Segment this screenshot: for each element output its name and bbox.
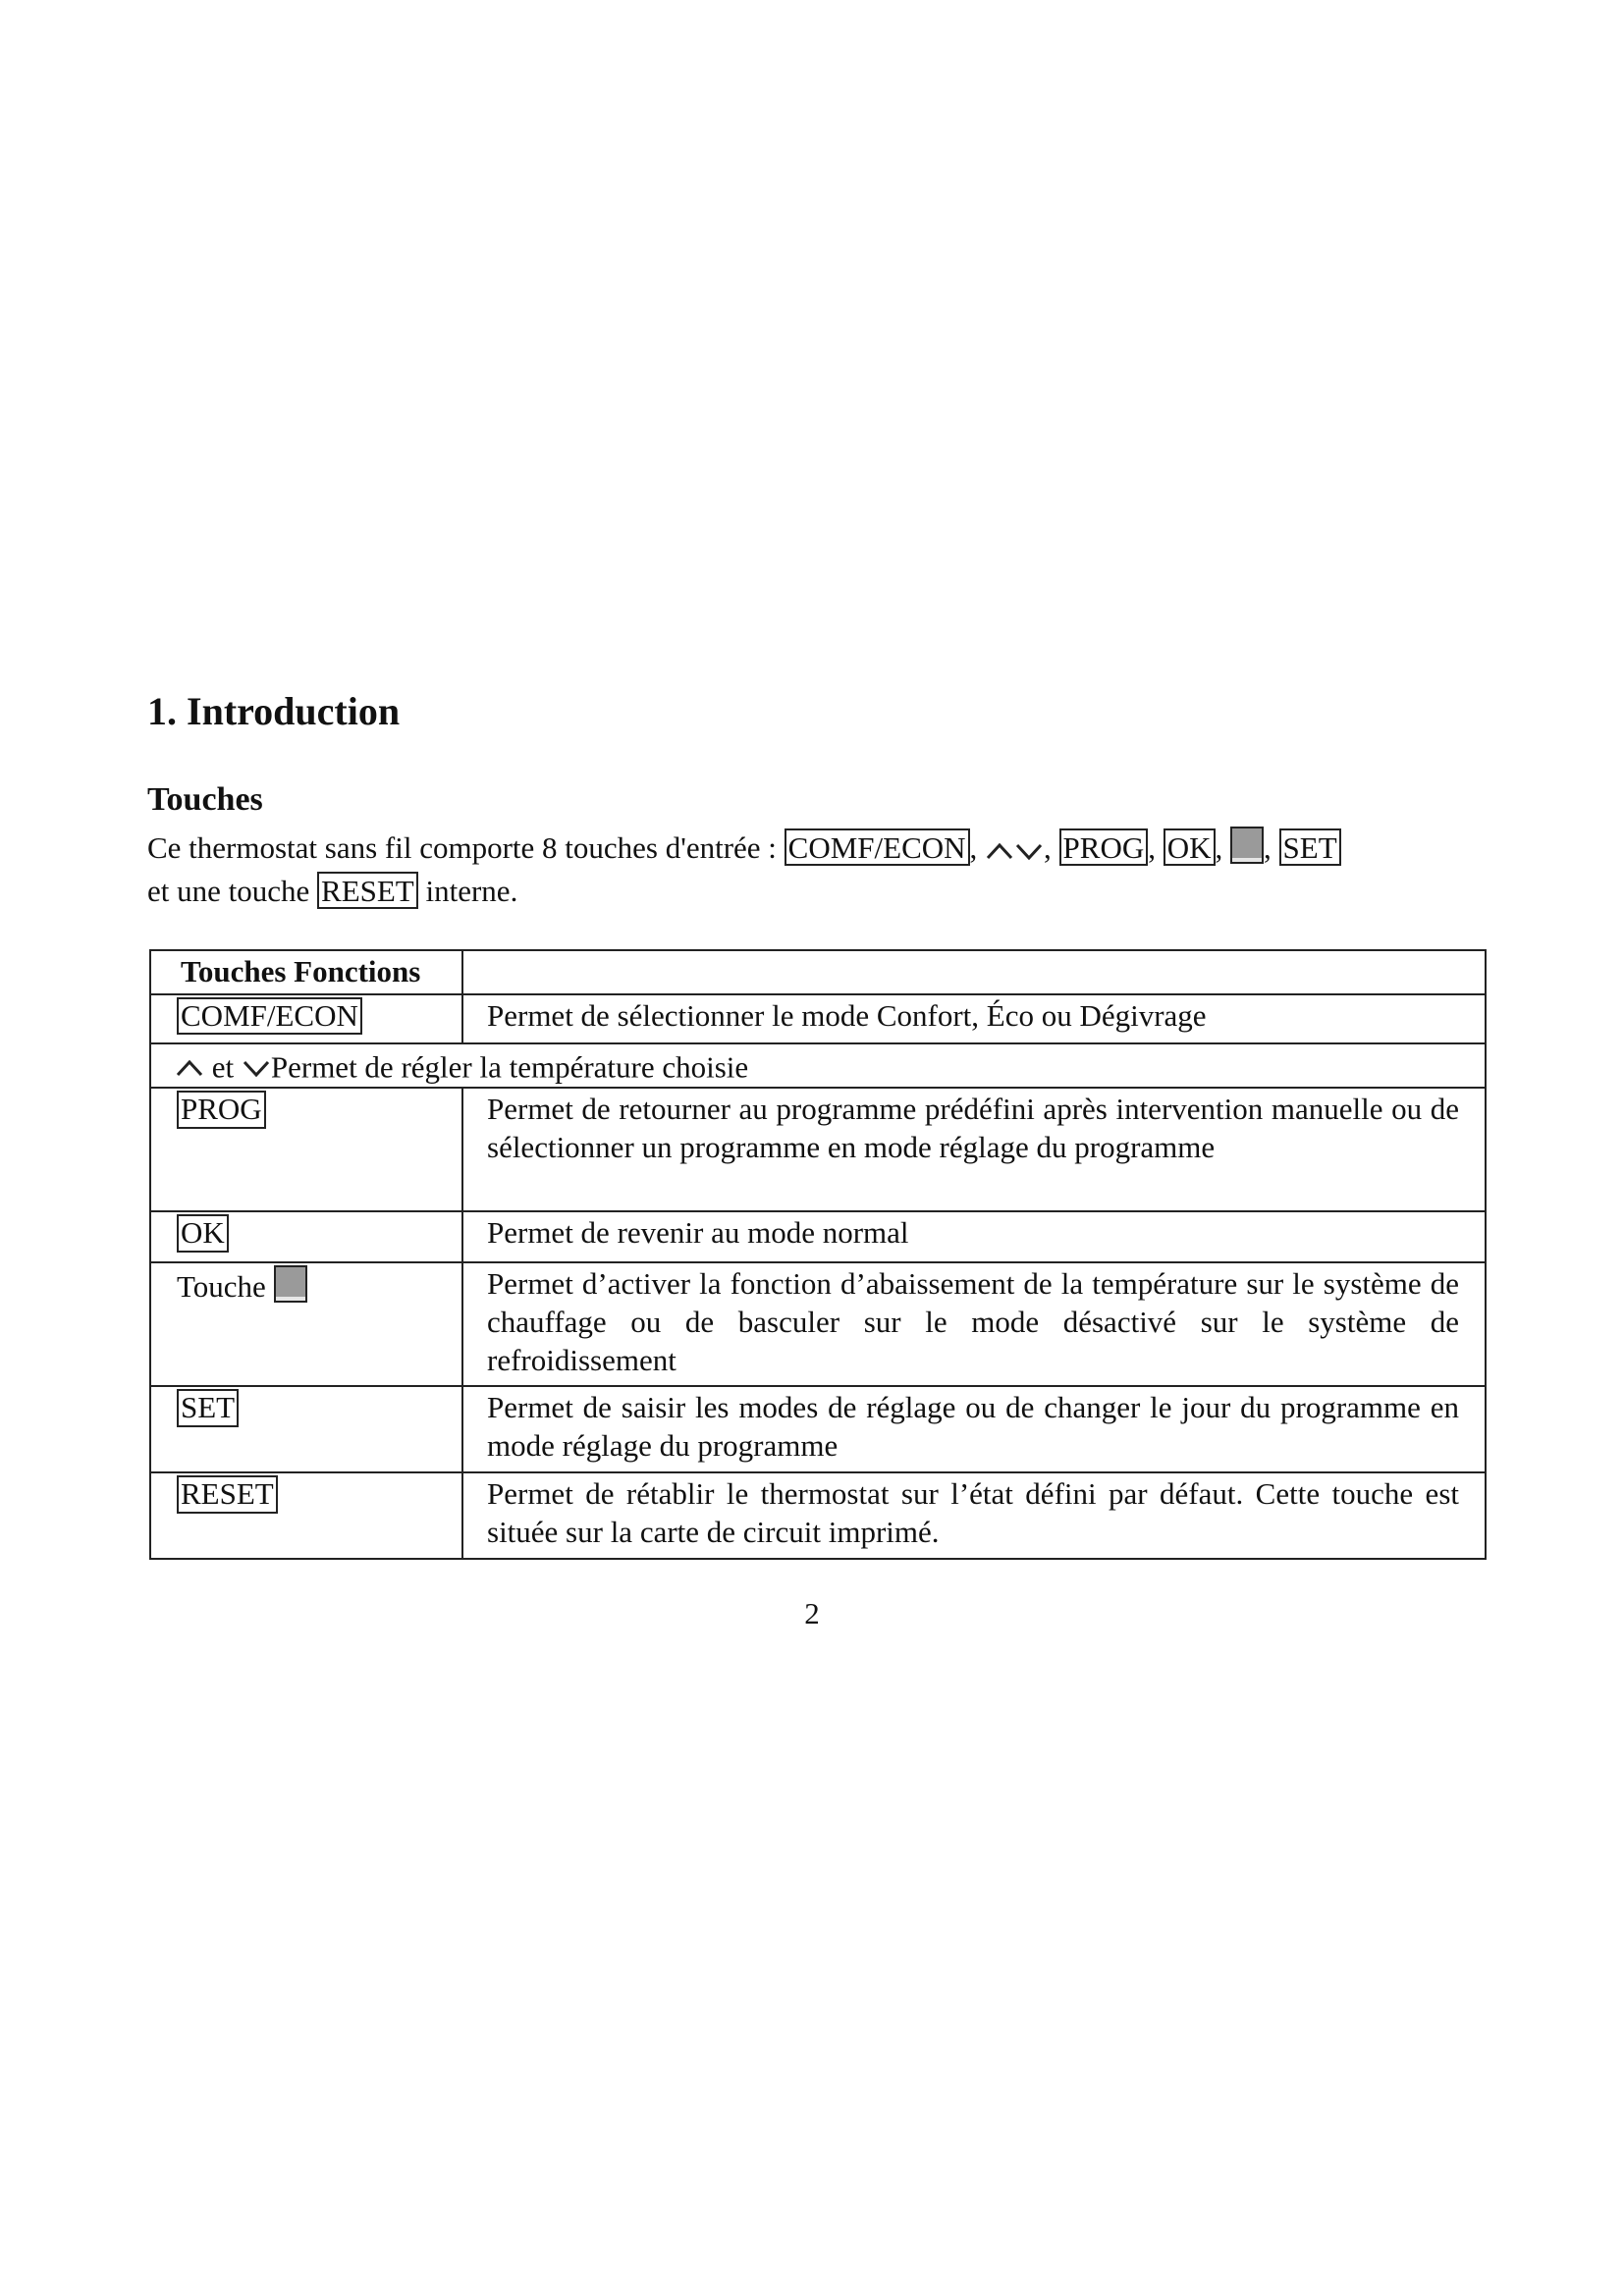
key-word-et: et: [211, 1049, 235, 1085]
table-row: [150, 1088, 1486, 1211]
key-comf-econ: COMF/ECON: [785, 828, 970, 866]
key-set: SET: [1279, 828, 1341, 866]
table-header-row: [150, 950, 1486, 994]
table-cell-desc: Permet de saisir les modes de réglage ou de changer le jour du programme en mode réglage du programme: [462, 1386, 1486, 1472]
table-row: [150, 1472, 1486, 1559]
table-row: [150, 1386, 1486, 1472]
key-reset: RESET: [317, 872, 418, 909]
keys-function-table: [149, 949, 1487, 1560]
table-cell-desc: Permet de régler la température choisie: [270, 1049, 749, 1085]
intro-line-1: [147, 827, 1341, 866]
chevron-up-icon: [985, 840, 1014, 862]
table-cell-desc: Permet de revenir au mode normal: [462, 1211, 1486, 1262]
table-cell-key: [150, 994, 462, 1043]
table-cell-key: [150, 1211, 462, 1262]
key-comf-econ: COMF/ECON: [177, 997, 362, 1036]
table-row: [150, 1262, 1486, 1386]
key-prog: PROG: [177, 1091, 266, 1129]
chevron-down-icon: [242, 1057, 271, 1079]
page-number: 2: [804, 1596, 820, 1630]
separator: ,: [1215, 830, 1231, 865]
table-cell-key: [150, 1262, 462, 1386]
square-key-icon: [274, 1265, 307, 1303]
table-cell-key: [150, 1472, 462, 1559]
intro-line-2: [147, 872, 517, 909]
separator: ,: [1044, 830, 1059, 865]
table-cell-arrows: [150, 1043, 1486, 1088]
table-cell-desc: Permet de rétablir le thermostat sur l’état défini par défaut. Cette touche est située sur la carte de circuit imprimé.: [462, 1472, 1486, 1559]
table-row: [150, 1043, 1486, 1088]
table-row: [150, 1211, 1486, 1262]
table-header-empty: [462, 950, 1486, 994]
key-ok: OK: [177, 1214, 229, 1253]
separator: ,: [969, 830, 986, 865]
separator: ,: [1264, 830, 1279, 865]
table-cell-desc: Permet de retourner au programme prédéfini après intervention manuelle ou de sélectionner un programme en mode réglage du programme: [462, 1088, 1486, 1211]
table-cell-key: [150, 1386, 462, 1472]
key-touche-label: Touche: [177, 1269, 266, 1305]
table-row: [150, 994, 1486, 1043]
chevron-up-icon: [175, 1057, 204, 1079]
key-set: SET: [177, 1389, 239, 1427]
key-ok: OK: [1164, 828, 1216, 866]
table-cell-desc: Permet d’activer la fonction d’abaissement de la température sur le système de chauffage ou de basculer sur le mode désactivé sur le système de refroidissement: [462, 1262, 1486, 1386]
separator: ,: [1148, 830, 1164, 865]
table-cell-key: [150, 1088, 462, 1211]
table-cell-desc: Permet de sélectionner le mode Confort, Éco ou Dégivrage: [462, 994, 1486, 1043]
chevron-down-icon: [1014, 840, 1044, 862]
intro-text: Ce thermostat sans fil comporte 8 touches d'entrée :: [147, 830, 785, 865]
key-reset: RESET: [177, 1475, 278, 1514]
table-header: Touches Fonctions: [150, 950, 462, 994]
section-title: 1. Introduction: [147, 689, 401, 733]
section-subtitle: Touches: [147, 781, 263, 818]
intro-text: interne.: [417, 874, 518, 908]
square-key-icon: [1230, 827, 1264, 864]
key-prog: PROG: [1059, 828, 1149, 866]
intro-text: et une touche: [147, 874, 318, 908]
